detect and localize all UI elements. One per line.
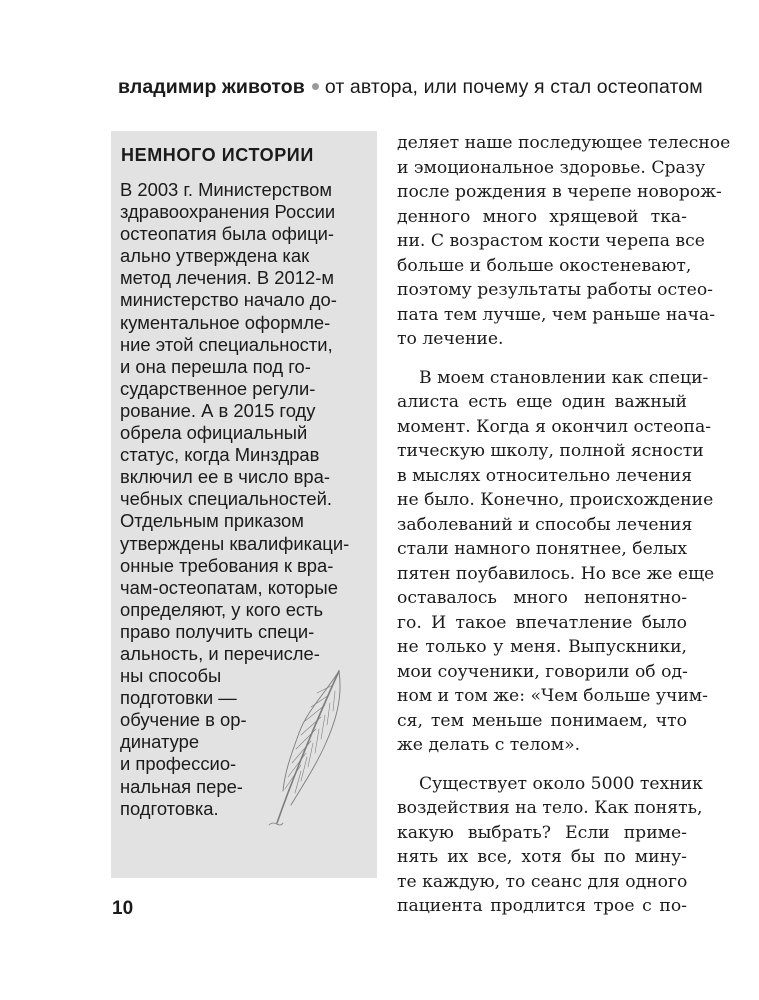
sidebar-line: динатуре [120,731,200,753]
text-line: момент. Когда я окончил остеопа- [397,416,712,437]
sidebar-line: право получить специ- [120,620,315,642]
history-sidebar-box [111,131,377,878]
paragraph [397,131,731,352]
text-line: не было. Конечно, происхождение [397,490,714,510]
text-line: алиста есть еще один важный [397,392,687,412]
sidebar-title: НЕМНОГО ИСТОРИИ [121,145,314,165]
text-line: пятен поубавилось. Но все же еще [397,563,715,584]
text-line: и эмоциональное здоровье. Сразу [397,157,706,178]
text-line: нять их все, хотя бы по мину- [397,847,687,867]
sidebar-line: сударственное регули- [120,377,316,399]
sidebar-line: и она перешла под го- [120,355,311,377]
text-line: тическую школу, полной ясности [397,441,704,461]
text-line: больше и больше окостеневают, [397,255,692,276]
text-line: мои соученики, говорили об од- [397,661,688,682]
text-line: ни. С возрастом кости черепа все [397,231,705,251]
sidebar-line: подготовки — [120,687,237,709]
sidebar-line: онные требования к вра- [120,554,334,576]
sidebar-line: обучение в ор- [120,709,247,731]
text-line: то лечение. [397,329,504,349]
text-line: стали намного понятнее, белых [397,539,688,559]
header-bullet-icon [312,83,319,90]
paragraph [397,366,715,758]
text-line: заболеваний и способы лечения [397,514,693,535]
text-line: Существует около 5000 техник [419,773,703,794]
text-line: го. И такое впечатление было [397,612,687,633]
text-line: деляет наше последующее телесное [397,133,731,153]
sidebar-line: здравоохранения России [120,201,336,223]
sidebar-line: ние этой специальности, [120,333,333,355]
sidebar-line: остеопатия была офици- [120,223,335,245]
sidebar-line: статус, когда Минздрав [120,444,320,466]
sidebar-line: подготовка. [120,797,219,819]
sidebar-line: альность, и перечисле- [120,642,320,664]
text-line: ном и том же: «Чем больше учим- [397,686,708,706]
text-line: же делать с телом». [397,735,581,755]
text-line: в мыслях относительно лечения [397,465,693,486]
sidebar-line: ны способы [120,665,222,687]
text-line: оставалось много непонятно- [397,588,687,608]
sidebar-line: определяют, у кого есть [120,598,324,620]
text-line: поэтому результаты работы остео- [397,280,713,300]
text-line: какую выбрать? Если приме- [397,822,687,843]
text-line: денного много хрящевой тка- [397,206,687,227]
sidebar-line: чам-остеопатам, которые [120,576,338,598]
text-line: ся, тем меньше понимаем, что [397,710,687,731]
main-text-column [397,131,731,933]
sidebar-line: обрела официальный [120,422,308,444]
sidebar-line: утверждены квалификаци- [120,532,350,554]
feather-quill-icon [263,663,349,838]
header-chapter-title: от автора, или почему я стал остеопатом [324,76,703,98]
sidebar-line: министерство начало до- [120,289,337,311]
sidebar-line: метод лечения. В 2012-м [120,267,334,289]
text-line: пата тем лучше, чем раньше нача- [397,304,716,325]
sidebar-line: ально утверждена как [120,245,310,267]
text-line: В моем становлении как специ- [419,367,709,388]
sidebar-line: и профессио- [120,753,237,775]
sidebar-line: Отдельным приказом [120,510,304,532]
header-author: владимир животов [118,76,305,98]
text-line: после рождения в черепе новорож- [397,182,722,202]
text-line: воздействия на тело. Как понять, [397,798,703,818]
page-number: 10 [112,898,134,919]
sidebar-line: включил ее в число вра- [120,466,330,488]
text-line: те каждую, то сеанс для одного [397,871,688,892]
running-header [118,76,718,108]
text-line: пациента продлится трое с по- [397,896,687,916]
sidebar-line: В 2003 г. Министерством [120,179,333,200]
text-line: не только у меня. Выпускники, [397,637,687,657]
sidebar-line: нальная пере- [120,775,243,797]
sidebar-line: рование. А в 2015 году [120,399,316,421]
sidebar-line: чебных специальностей. [120,488,332,510]
sidebar-line: кументальное оформле- [120,311,331,333]
paragraph [397,772,703,919]
